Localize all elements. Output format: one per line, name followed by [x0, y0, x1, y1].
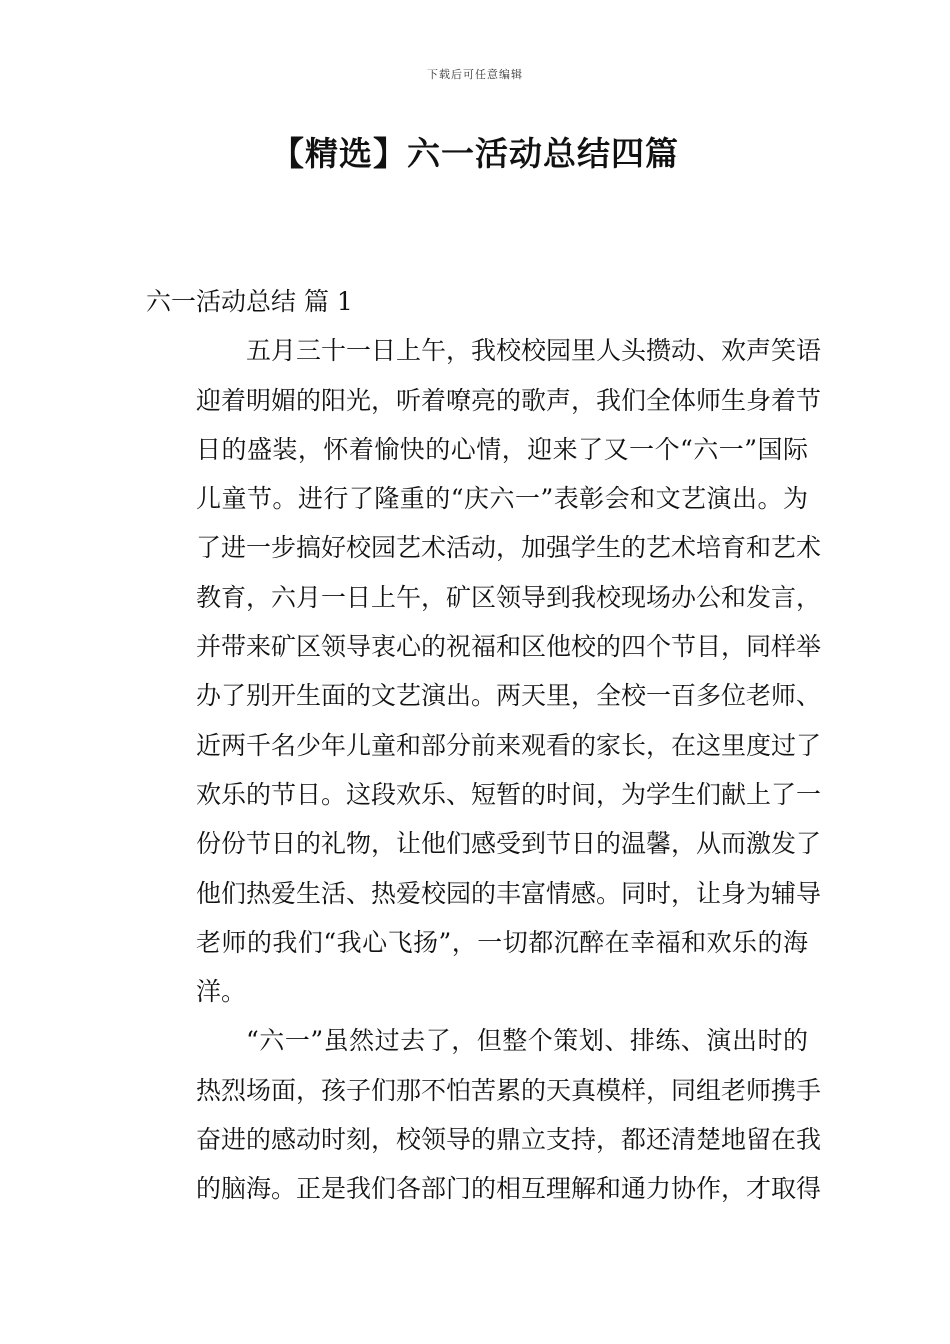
document-body [146, 277, 822, 1214]
paragraph-line: 并带来矿区领导衷心的祝福和区他校的四个节目，同样举 [196, 632, 822, 662]
paragraph-line: 热烈场面，孩子们那不怕苦累的天真模样，同组老师携手 [196, 1075, 822, 1105]
paragraph-line: 老师的我们“我心飞扬”，一切都沉醉在幸福和欢乐的海 [196, 927, 808, 957]
document-title: 【精选】六一活动总结四篇 [271, 134, 679, 173]
paragraph-line: 他们热爱生活、热爱校园的丰富情感。同时，让身为辅导 [196, 878, 822, 908]
paragraph-line: 五月三十一日上午，我校校园里人头攒动、欢声笑语 [246, 336, 822, 366]
paragraph-line: 洋。 [196, 977, 247, 1007]
paragraph-line: “六一”虽然过去了，但整个策划、排练、演出时的 [246, 1026, 808, 1056]
paragraph-line: 奋进的感动时刻，校领导的鼎立支持，都还清楚地留在我 [196, 1125, 822, 1155]
paragraph-line: 欢乐的节日。这段欢乐、短暂的时间，为学生们献上了一 [196, 779, 822, 809]
paragraph-1 [146, 326, 822, 1016]
paragraph-line: 办了别开生面的文艺演出。两天里，全校一百多位老师、 [196, 681, 822, 711]
paragraph-line: 迎着明媚的阳光，听着嘹亮的歌声，我们全体师生身着节 [196, 385, 822, 415]
paragraph-line: 份份节日的礼物，让他们感受到节日的温馨，从而激发了 [196, 829, 822, 859]
paragraph-line: 的脑海。正是我们各部门的相互理解和通力协作，才取得 [196, 1174, 822, 1204]
section-heading: 六一活动总结 篇 1 [146, 287, 353, 316]
header-note: 下载后可任意编辑 [427, 68, 523, 81]
paragraph-line: 近两千名少年儿童和部分前来观看的家长，在这里度过了 [196, 730, 822, 760]
paragraph-line: 了进一步搞好校园艺术活动，加强学生的艺术培育和艺术 [196, 533, 822, 563]
paragraph-line: 日的盛装，怀着愉快的心情，迎来了又一个“六一”国际 [196, 434, 808, 464]
paragraph-line: 教育，六月一日上午，矿区领导到我校现场办公和发言， [196, 582, 822, 612]
paragraph-line: 儿童节。进行了隆重的“庆六一”表彰会和文艺演出。为 [196, 484, 808, 514]
paragraph-2 [146, 1016, 822, 1213]
